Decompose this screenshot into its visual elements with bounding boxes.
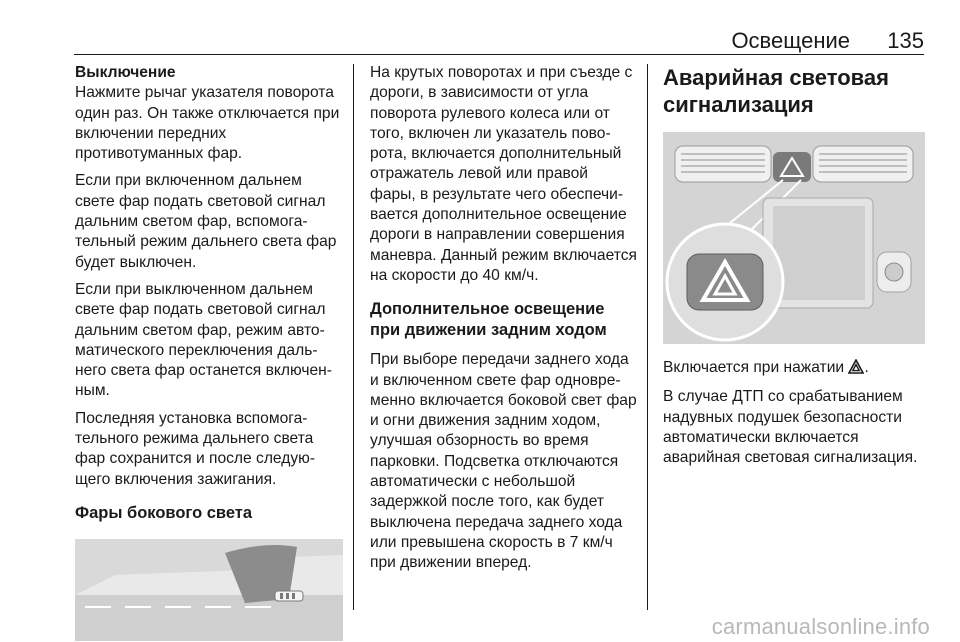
cornering-light-illustration: [75, 539, 343, 641]
column-1: [75, 63, 343, 641]
hazard-switch-illustration: [663, 132, 925, 344]
page-number: 135: [887, 28, 924, 53]
column-divider-1: [353, 64, 354, 610]
watermark: carmanualsonline.info: [711, 614, 930, 639]
reverse-lighting-paragraph: При выборе передачи заднего хода и включенном свете фар одновременно включается боковой свет фар и огни движения задним ходом, улучшая обзорность во время парковки. Подсветка отключаются автоматически с небольшой задержкой после того, как будет выключена передача заднего хода или превышена скорость в 7 км/ч при движении вперед.: [370, 351, 637, 572]
hazard-auto-paragraph: В случае ДТП со срабатыванием надувных подушек безопасности автоматически включается аварийная световая сигнализация.: [663, 388, 918, 467]
off-paragraph-3: Если при выключенном дальнем свете фар подать световой сигнал дальним светом фар, режим автоматического переключения дальнего света фар останется включенным.: [75, 280, 332, 400]
reverse-lighting-heading: Дополнительное освещение при движении задним ходом: [370, 300, 607, 340]
section-title: Освещение: [731, 28, 850, 53]
off-subheading: Выключение: [75, 64, 176, 81]
off-paragraph-4: Последняя установка вспомогательного режима дальнего света фар сохранится и после следующего включения зажигания.: [75, 409, 316, 488]
off-paragraph-1: Нажмите рычаг указателя поворота один раз. Он также отключается при включении передних противотуманных фар.: [75, 84, 340, 163]
cornering-heading: Фары бокового света: [75, 503, 253, 522]
column-2: [370, 63, 638, 581]
page-header: [0, 0, 960, 58]
cornering-paragraph: На крутых поворотах и при съезде с дороги, в зависимости от угла поворота рулевого колеса или от того, включен ли указатель поворота, включается дополнительный отражатель левой или правой фары, в результате чего обеспечивается дополнительное освещение дороги в направлении совершения маневра. Данный режим включается на скорости до 40 км/ч.: [370, 64, 637, 284]
off-paragraph-2: Если при включенном дальнем свете фар подать световой сигнал дальним светом фар, вспомогательный режим дальнего света фар будет выключен.: [75, 172, 337, 271]
hazard-press-paragraph: [663, 358, 925, 380]
hazard-heading: Аварийная световая сигнализация: [663, 65, 889, 117]
column-3: [663, 63, 925, 475]
header-rule: [74, 54, 924, 55]
hazard-triangle-icon: [848, 359, 864, 380]
hazard-press-end: .: [864, 359, 869, 376]
hazard-press-text: Включается при нажатии: [663, 359, 845, 376]
column-divider-2: [647, 64, 648, 610]
